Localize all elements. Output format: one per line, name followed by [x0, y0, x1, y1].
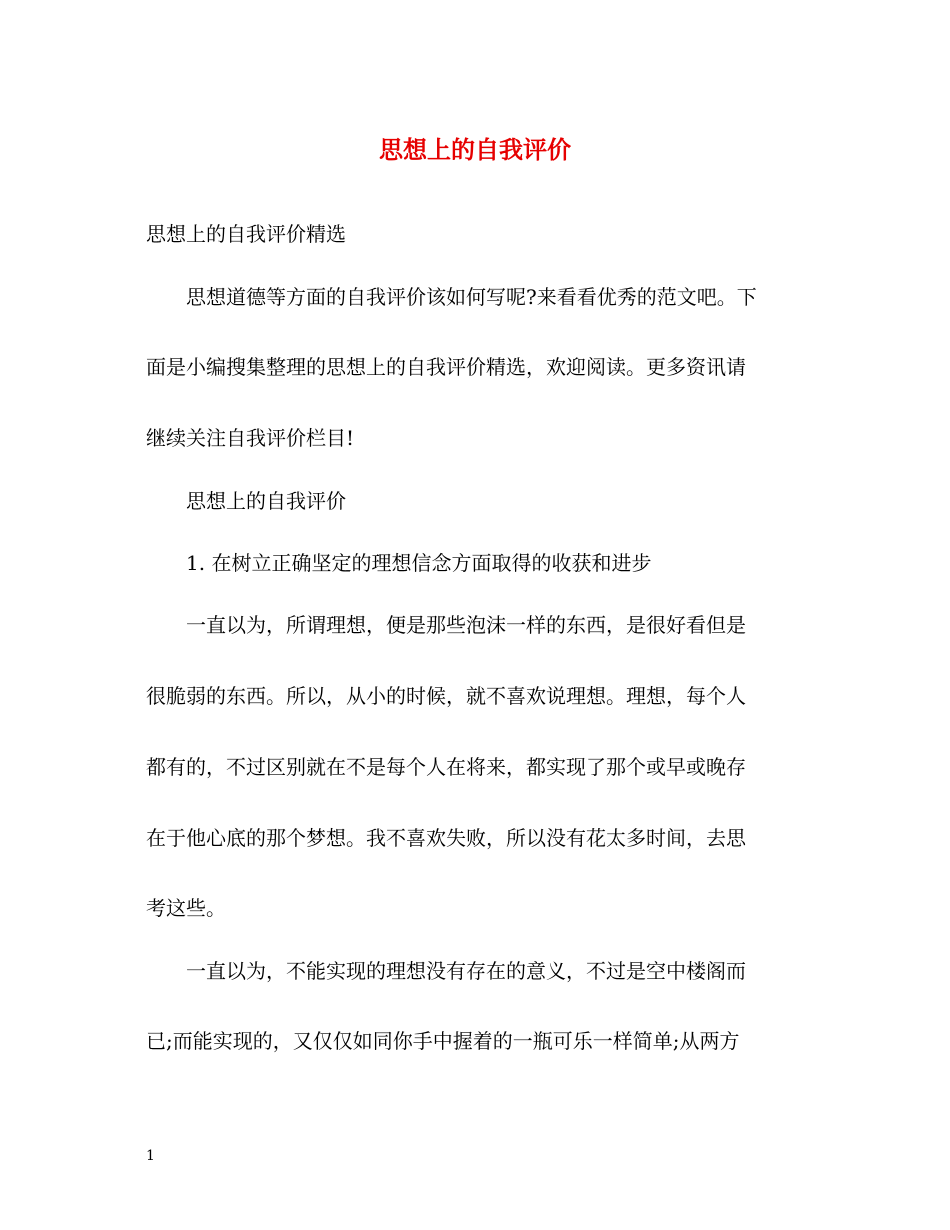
paragraph-line: 一直以为，所谓理想，便是那些泡沫一样的东西，是很好看但是 [186, 613, 746, 637]
paragraph-line: 已;而能实现的，又仅仅如同你手中握着的一瓶可乐一样简单;从两方 [146, 1029, 740, 1053]
paragraph-line: 一直以为，不能实现的理想没有存在的意义，不过是空中楼阁而 [186, 959, 746, 983]
subtitle-line: 思想上的自我评价精选 [146, 222, 346, 246]
paragraph-line: 继续关注自我评价栏目! [146, 426, 355, 450]
paragraph-line: 考这些。 [146, 896, 226, 920]
document-title: 思想上的自我评价 [379, 136, 571, 164]
paragraph-line: 都有的，不过区别就在不是每个人在将来，都实现了那个或早或晚存 [146, 755, 746, 779]
numbered-heading: 1. 在树立正确坚定的理想信念方面取得的收获和进步 [186, 551, 652, 575]
paragraph-line: 很脆弱的东西。所以，从小的时候，就不喜欢说理想。理想，每个人 [146, 684, 746, 708]
section-heading: 思想上的自我评价 [186, 489, 346, 513]
paragraph-line: 思想道德等方面的自我评价该如何写呢?来看看优秀的范文吧。下 [186, 285, 757, 309]
page-number: 1 [146, 1148, 155, 1164]
paragraph-line: 在于他心底的那个梦想。我不喜欢失败，所以没有花太多时间，去思 [146, 826, 746, 850]
paragraph-line: 面是小编搜集整理的思想上的自我评价精选，欢迎阅读。更多资讯请 [146, 355, 746, 379]
